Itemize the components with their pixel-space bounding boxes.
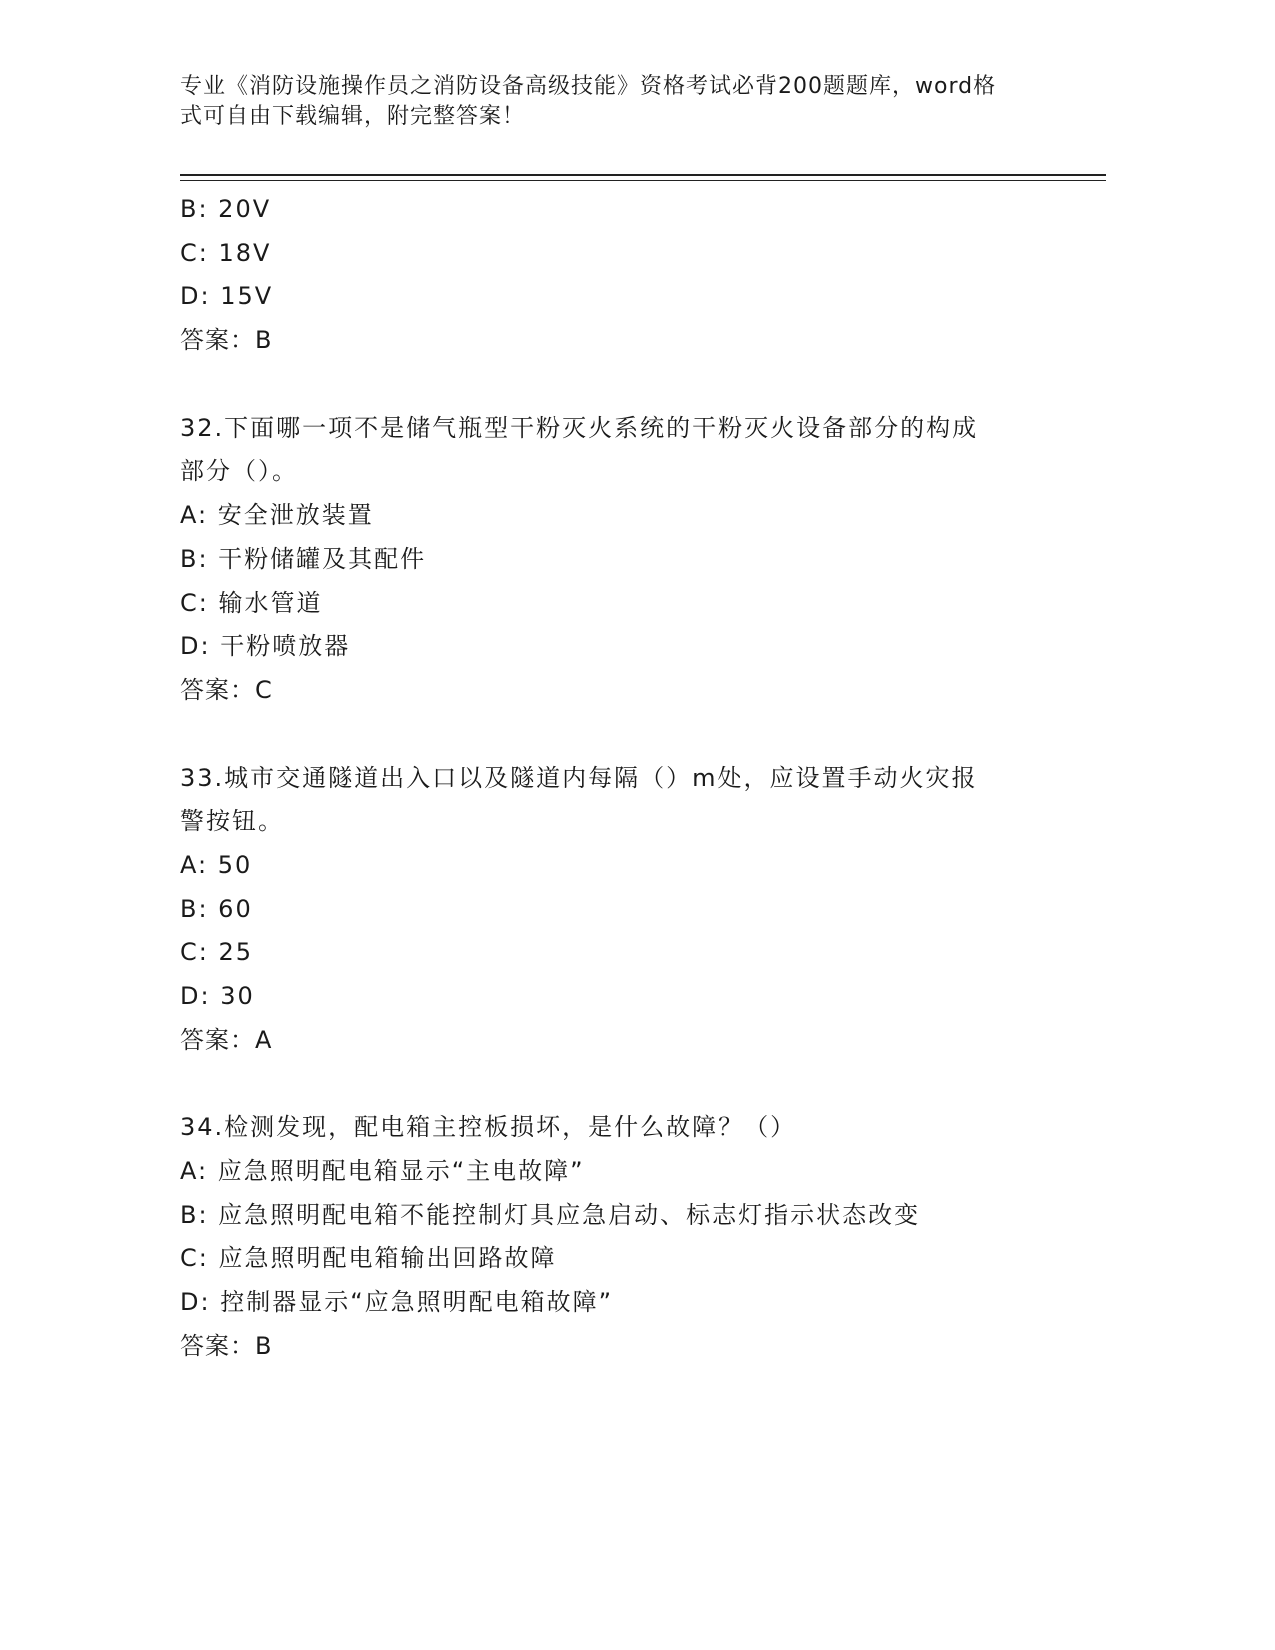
question-text-line-1: 33.城市交通隧道出入口以及隧道内每隔（）m处，应设置手动火灾报 xyxy=(180,763,978,792)
option-a: A: 安全泄放装置 xyxy=(180,501,374,530)
question-text-line-1: 34.检测发现，配电箱主控板损坏，是什么故障？（） xyxy=(180,1113,797,1142)
option-b: B: 应急照明配电箱不能控制灯具应急启动、标志灯指示状态改变 xyxy=(180,1200,921,1229)
answer: 答案：B xyxy=(180,1331,273,1360)
question-text-line-2: 警按钮。 xyxy=(180,807,284,836)
answer: 答案：C xyxy=(180,675,273,704)
option-a: A: 应急照明配电箱显示“主电故障” xyxy=(180,1157,585,1186)
option-d: D: 15V xyxy=(180,282,274,311)
header-line-2: 式可自由下载编辑，附完整答案！ xyxy=(180,104,526,129)
document-header xyxy=(180,72,1040,132)
option-b: B: 干粉储罐及其配件 xyxy=(180,544,427,573)
option-b: B: 20V xyxy=(180,195,272,223)
spacer xyxy=(180,713,1080,757)
option-c: C: 应急照明配电箱输出回路故障 xyxy=(180,1244,557,1273)
spacer xyxy=(180,1062,1080,1106)
option-c: C: 18V xyxy=(180,238,272,267)
option-a: A: 50 xyxy=(180,850,253,879)
option-d: D: 干粉喷放器 xyxy=(180,632,351,661)
header-line-1: 专业《消防设施操作员之消防设备高级技能》资格考试必背200题题库，word格 xyxy=(180,74,997,99)
answer: 答案：A xyxy=(180,1025,273,1054)
previous-question-tail xyxy=(180,188,1080,363)
question-34 xyxy=(180,1106,1080,1368)
option-b: B: 60 xyxy=(180,894,253,923)
question-text-line-1: 32.下面哪一项不是储气瓶型干粉灭火系统的干粉灭火设备部分的构成 xyxy=(180,413,979,442)
answer: 答案：B xyxy=(180,326,273,355)
question-32 xyxy=(180,407,1080,713)
option-d: D: 控制器显示“应急照明配电箱故障” xyxy=(180,1288,614,1317)
header-divider-thick xyxy=(180,174,1106,176)
spacer xyxy=(180,363,1080,407)
option-d: D: 30 xyxy=(180,982,255,1010)
question-33 xyxy=(180,757,1080,1063)
header-divider-thin xyxy=(180,180,1106,181)
option-c: C: 输水管道 xyxy=(180,588,323,617)
question-text-line-2: 部分（）。 xyxy=(180,457,298,486)
option-c: C: 25 xyxy=(180,938,254,967)
question-content xyxy=(180,188,1080,1369)
